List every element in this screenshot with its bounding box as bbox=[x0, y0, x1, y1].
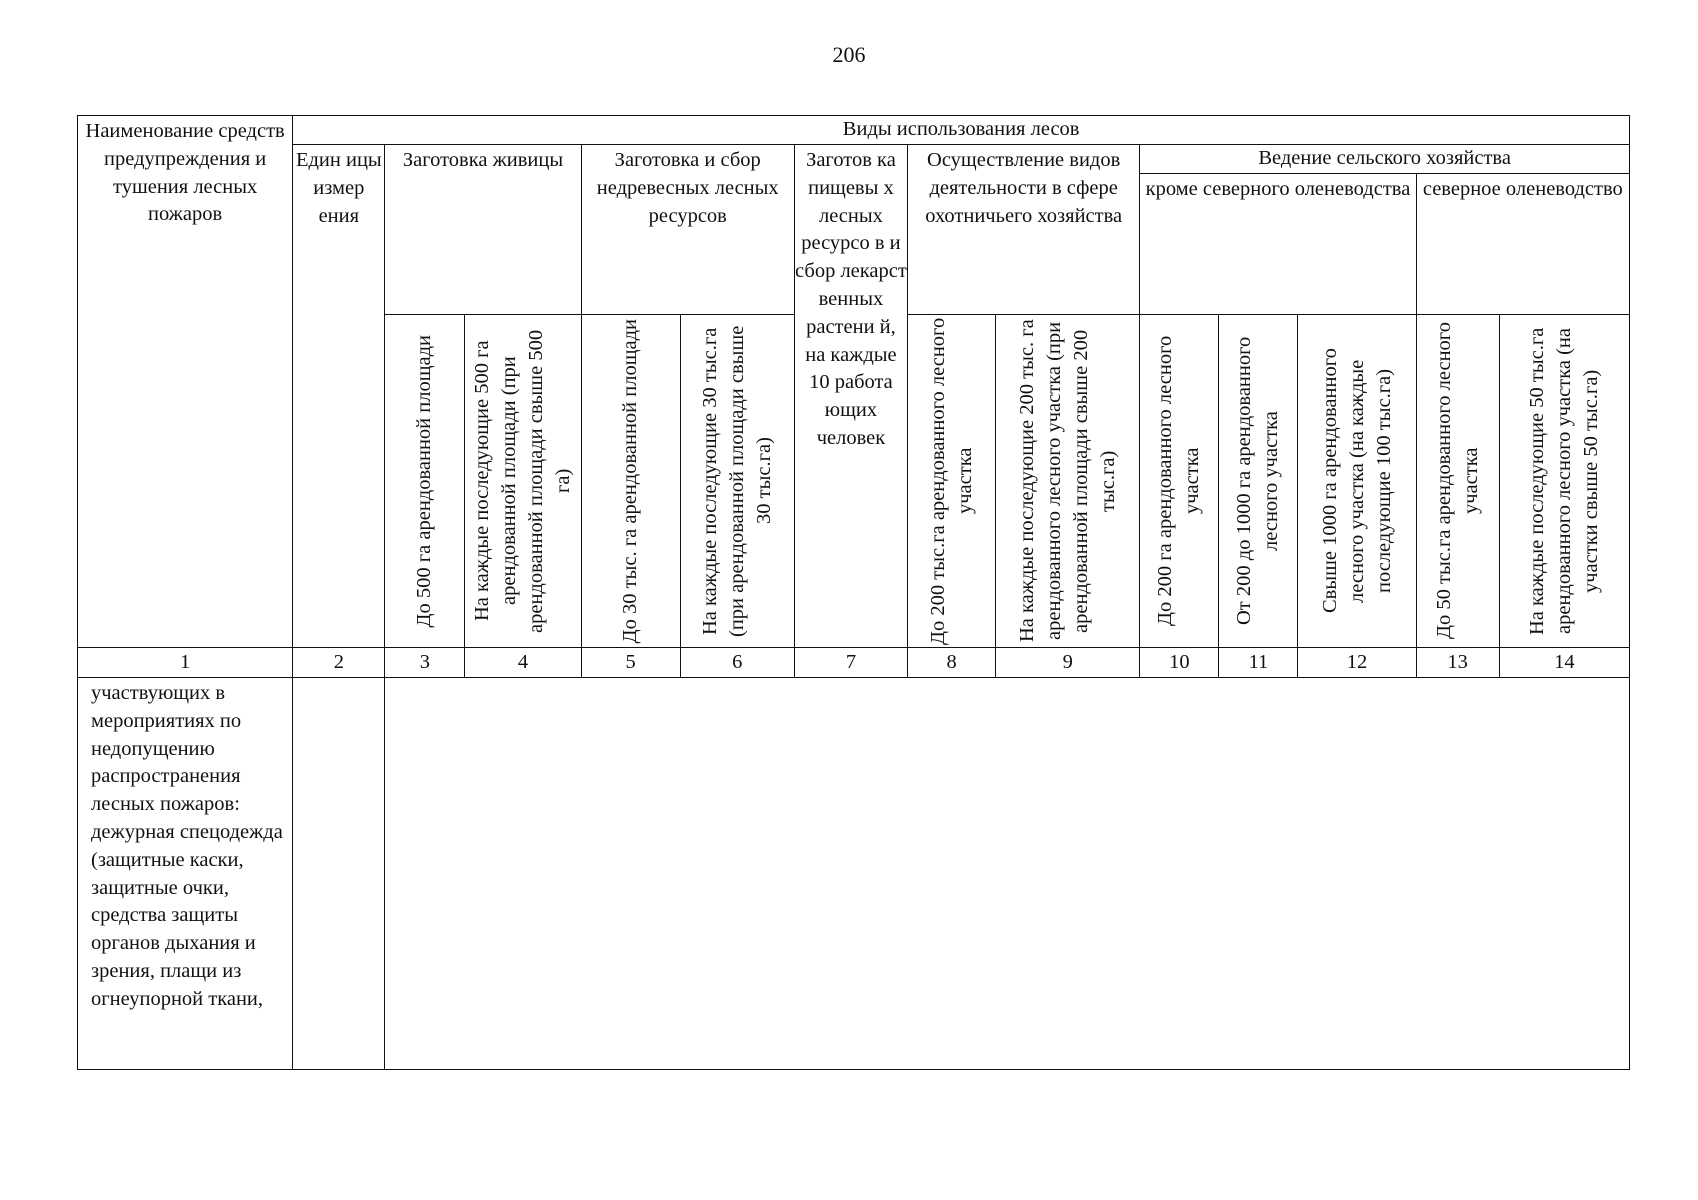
header-forest-use-types: Виды использования лесов bbox=[293, 116, 1630, 145]
header-unit-col: Един ицы измер ения bbox=[293, 145, 385, 648]
row-unit-cell bbox=[293, 678, 385, 1070]
header-agri-reindeer: северное оленеводство bbox=[1416, 174, 1629, 315]
subheader-col-10: До 200 га арендованного лесного участка bbox=[1140, 315, 1219, 648]
col-number: 8 bbox=[908, 648, 996, 678]
col-number: 2 bbox=[293, 648, 385, 678]
header-hunting: Осуществление видов деятельности в сфере охотничьего хозяйства bbox=[908, 145, 1140, 315]
subheader-col-11: От 200 до 1000 га арендованного лесного участка bbox=[1219, 315, 1298, 648]
subheader-col-14: На каждые последующие 50 тыс.га арендованного лесного участка (на участки свыше 50 тыс.га) bbox=[1499, 315, 1629, 648]
col-number: 9 bbox=[996, 648, 1140, 678]
col-number: 7 bbox=[794, 648, 907, 678]
col-number: 1 bbox=[78, 648, 293, 678]
subheader-col-8: До 200 тыс.га арендованного лесного участка bbox=[908, 315, 996, 648]
header-non-wood: Заготовка и сбор недревесных лесных ресурсов bbox=[581, 145, 794, 315]
subheader-col-13: До 50 тыс.га арендованного лесного участка bbox=[1416, 315, 1499, 648]
header-name-col: Наименование средств предупреждения и тушения лесных пожаров bbox=[78, 116, 293, 648]
column-number-row bbox=[78, 648, 1630, 678]
subheader-col-6: На каждые последующие 30 тыс.га (при арендованной площади свыше 30 тыс.га) bbox=[680, 315, 794, 648]
header-resin: Заготовка живицы bbox=[385, 145, 581, 315]
col-number: 11 bbox=[1219, 648, 1298, 678]
subheader-col-4: На каждые последующие 500 га арендованной площади (при арендованной площади свыше 500 га) bbox=[465, 315, 581, 648]
col-number: 12 bbox=[1298, 648, 1416, 678]
col-number: 13 bbox=[1416, 648, 1499, 678]
fire-equipment-table bbox=[77, 115, 1630, 1070]
header-food-resources: Заготов ка пищевы х лесных ресурсо в и сбор лекарст венных растени й, на каждые 10 работа ющих человек bbox=[794, 145, 907, 648]
col-number: 3 bbox=[385, 648, 465, 678]
header-agri-except-reindeer: кроме северного оленеводства bbox=[1140, 174, 1416, 315]
subheader-col-3: До 500 га арендованной площади bbox=[385, 315, 465, 648]
table-row bbox=[78, 678, 1630, 1070]
col-number: 10 bbox=[1140, 648, 1219, 678]
page-number: 206 bbox=[832, 42, 866, 67]
header-agriculture: Ведение сельского хозяйства bbox=[1140, 145, 1630, 174]
row-values-cell bbox=[385, 678, 1630, 1070]
subheader-col-12: Свыше 1000 га арендованного лесного участка (на каждые последующие 100 тыс.га) bbox=[1298, 315, 1416, 648]
col-number: 14 bbox=[1499, 648, 1629, 678]
subheader-col-5: До 30 тыс. га арендованной площади bbox=[581, 315, 680, 648]
col-number: 5 bbox=[581, 648, 680, 678]
col-number: 6 bbox=[680, 648, 794, 678]
subheader-col-9: На каждые последующие 200 тыс. га арендованного лесного участка (при арендованной площади свыше 200 тыс.га) bbox=[996, 315, 1140, 648]
col-number: 4 bbox=[465, 648, 581, 678]
row-name-cell: участвующих в мероприятиях по недопущению распространения лесных пожаров: дежурная спецодежда (защитные каски, защитные очки, средства защиты органов дыхания и зрения, плащи из огнеупорной ткани, bbox=[78, 678, 293, 1070]
